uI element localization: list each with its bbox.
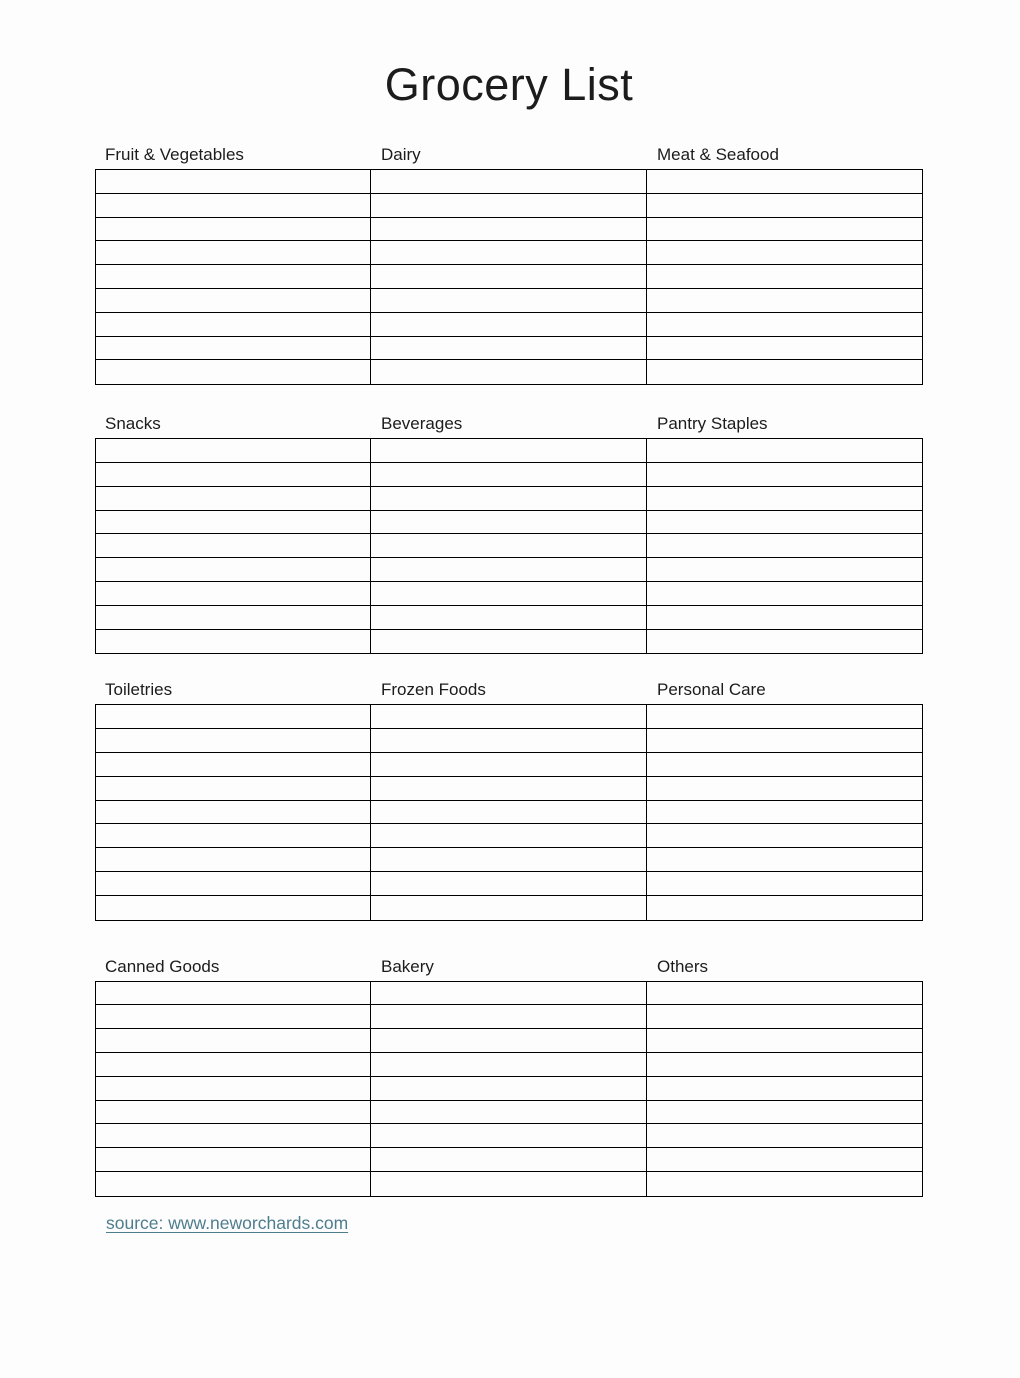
section-header-label: Pantry Staples: [657, 414, 768, 434]
grocery-item-cell: [96, 824, 371, 848]
grocery-item-cell: [371, 289, 646, 313]
grocery-item-cell: [647, 439, 922, 463]
grocery-item-cell: [371, 1148, 646, 1172]
grocery-item-cell: [96, 194, 371, 218]
source-link[interactable]: source: www.neworchards.com: [106, 1212, 349, 1233]
grocery-item-cell: [96, 753, 371, 777]
grocery-item-cell: [647, 753, 922, 777]
grocery-item-cell: [371, 241, 646, 265]
grocery-item-cell: [371, 337, 646, 361]
grocery-item-cell: [647, 463, 922, 487]
grocery-item-cell: [371, 872, 646, 896]
section-header-label: Personal Care: [657, 680, 766, 700]
grocery-item-cell: [647, 606, 922, 630]
grocery-item-cell: [647, 1172, 922, 1196]
grocery-item-cell: [371, 606, 646, 630]
grocery-item-cell: [96, 241, 371, 265]
grocery-item-cell: [371, 1077, 646, 1101]
grocery-item-cell: [96, 265, 371, 289]
grocery-item-cell: [647, 777, 922, 801]
grocery-item-cell: [371, 313, 646, 337]
grocery-item-cell: [647, 1029, 922, 1053]
grocery-item-cell: [647, 1101, 922, 1125]
grocery-item-cell: [96, 534, 371, 558]
grocery-item-cell: [647, 313, 922, 337]
grocery-item-cell: [371, 982, 646, 1006]
grocery-item-cell: [647, 705, 922, 729]
grocery-list-template-page: [0, 58, 1020, 1378]
grocery-item-cell: [96, 289, 371, 313]
grocery-item-cell: [96, 313, 371, 337]
grocery-table: [95, 704, 923, 920]
grocery-item-cell: [647, 1124, 922, 1148]
grocery-item-cell: [371, 729, 646, 753]
grocery-item-cell: [96, 1053, 371, 1077]
section-header-label: Beverages: [381, 414, 463, 434]
section-header-row: [95, 956, 923, 977]
grocery-item-cell: [647, 848, 922, 872]
grocery-item-cell: [96, 982, 371, 1006]
section-header-label: Snacks: [105, 414, 161, 434]
grocery-item-cell: [647, 1077, 922, 1101]
grocery-item-cell: [371, 170, 646, 194]
section-header-label: Toiletries: [105, 680, 173, 700]
grocery-item-cell: [371, 1005, 646, 1029]
grocery-item-cell: [371, 194, 646, 218]
footer: [95, 1213, 923, 1234]
grocery-item-cell: [96, 511, 371, 535]
grocery-item-cell: [647, 194, 922, 218]
grocery-table: [95, 438, 923, 654]
grocery-item-cell: [647, 265, 922, 289]
grocery-item-cell: [371, 534, 646, 558]
grocery-item-cell: [371, 1053, 646, 1077]
grocery-item-cell: [371, 265, 646, 289]
grocery-item-cell: [96, 1124, 371, 1148]
grocery-item-cell: [371, 360, 646, 384]
grocery-item-cell: [371, 896, 646, 920]
grocery-item-cell: [371, 487, 646, 511]
grocery-item-cell: [647, 170, 922, 194]
grocery-item-cell: [96, 487, 371, 511]
grocery-item-cell: [371, 1172, 646, 1196]
grocery-item-cell: [371, 439, 646, 463]
grocery-item-cell: [647, 558, 922, 582]
grocery-item-cell: [96, 1101, 371, 1125]
grocery-item-cell: [96, 337, 371, 361]
grocery-item-cell: [647, 1148, 922, 1172]
grocery-table: [95, 169, 923, 385]
grocery-item-cell: [647, 511, 922, 535]
grocery-item-cell: [371, 463, 646, 487]
grocery-item-cell: [647, 729, 922, 753]
grocery-section: [95, 144, 923, 385]
grocery-item-cell: [96, 801, 371, 825]
page-title: Grocery List: [384, 59, 634, 110]
section-header-row: [95, 679, 923, 700]
grocery-item-cell: [371, 848, 646, 872]
grocery-item-cell: [96, 218, 371, 242]
grocery-item-cell: [647, 487, 922, 511]
grocery-item-cell: [96, 170, 371, 194]
grocery-item-cell: [371, 1101, 646, 1125]
grocery-item-cell: [371, 218, 646, 242]
grocery-item-cell: [647, 289, 922, 313]
grocery-item-cell: [96, 1005, 371, 1029]
grocery-item-cell: [371, 801, 646, 825]
grocery-item-cell: [647, 360, 922, 384]
section-header-label: Dairy: [381, 145, 421, 164]
grocery-item-cell: [647, 218, 922, 242]
grocery-item-cell: [371, 630, 646, 654]
section-header-row: [95, 144, 923, 165]
grocery-item-cell: [96, 582, 371, 606]
grocery-item-cell: [647, 630, 922, 654]
sections-container: [95, 144, 923, 1197]
grocery-item-cell: [96, 848, 371, 872]
grocery-item-cell: [96, 630, 371, 654]
grocery-item-cell: [96, 872, 371, 896]
grocery-item-cell: [96, 896, 371, 920]
grocery-section: [95, 413, 923, 654]
grocery-item-cell: [371, 824, 646, 848]
grocery-section: [95, 679, 923, 920]
grocery-item-cell: [96, 606, 371, 630]
grocery-item-cell: [96, 1148, 371, 1172]
grocery-item-cell: [96, 729, 371, 753]
grocery-item-cell: [647, 896, 922, 920]
grocery-item-cell: [96, 1172, 371, 1196]
section-header-label: Others: [657, 956, 709, 976]
grocery-item-cell: [96, 439, 371, 463]
grocery-item-cell: [371, 753, 646, 777]
grocery-item-cell: [647, 1053, 922, 1077]
grocery-item-cell: [96, 705, 371, 729]
grocery-item-cell: [371, 558, 646, 582]
grocery-table: [95, 981, 923, 1197]
grocery-item-cell: [96, 1029, 371, 1053]
section-header-label: Fruit & Vegetables: [105, 145, 244, 164]
grocery-item-cell: [371, 705, 646, 729]
grocery-item-cell: [371, 582, 646, 606]
section-header-label: Canned Goods: [105, 956, 220, 976]
grocery-item-cell: [647, 337, 922, 361]
grocery-item-cell: [647, 872, 922, 896]
grocery-item-cell: [647, 241, 922, 265]
grocery-item-cell: [371, 1124, 646, 1148]
grocery-item-cell: [647, 534, 922, 558]
grocery-item-cell: [647, 582, 922, 606]
grocery-item-cell: [647, 1005, 922, 1029]
section-header-label: Frozen Foods: [381, 680, 486, 700]
grocery-section: [95, 956, 923, 1197]
grocery-item-cell: [647, 801, 922, 825]
grocery-item-cell: [647, 982, 922, 1006]
section-header-label: Bakery: [381, 956, 434, 976]
grocery-item-cell: [96, 777, 371, 801]
section-header-row: [95, 413, 923, 434]
grocery-item-cell: [96, 1077, 371, 1101]
grocery-item-cell: [96, 558, 371, 582]
grocery-item-cell: [371, 777, 646, 801]
section-header-label: Meat & Seafood: [657, 145, 779, 164]
grocery-item-cell: [371, 511, 646, 535]
grocery-item-cell: [96, 360, 371, 384]
grocery-item-cell: [96, 463, 371, 487]
grocery-item-cell: [371, 1029, 646, 1053]
grocery-item-cell: [647, 824, 922, 848]
